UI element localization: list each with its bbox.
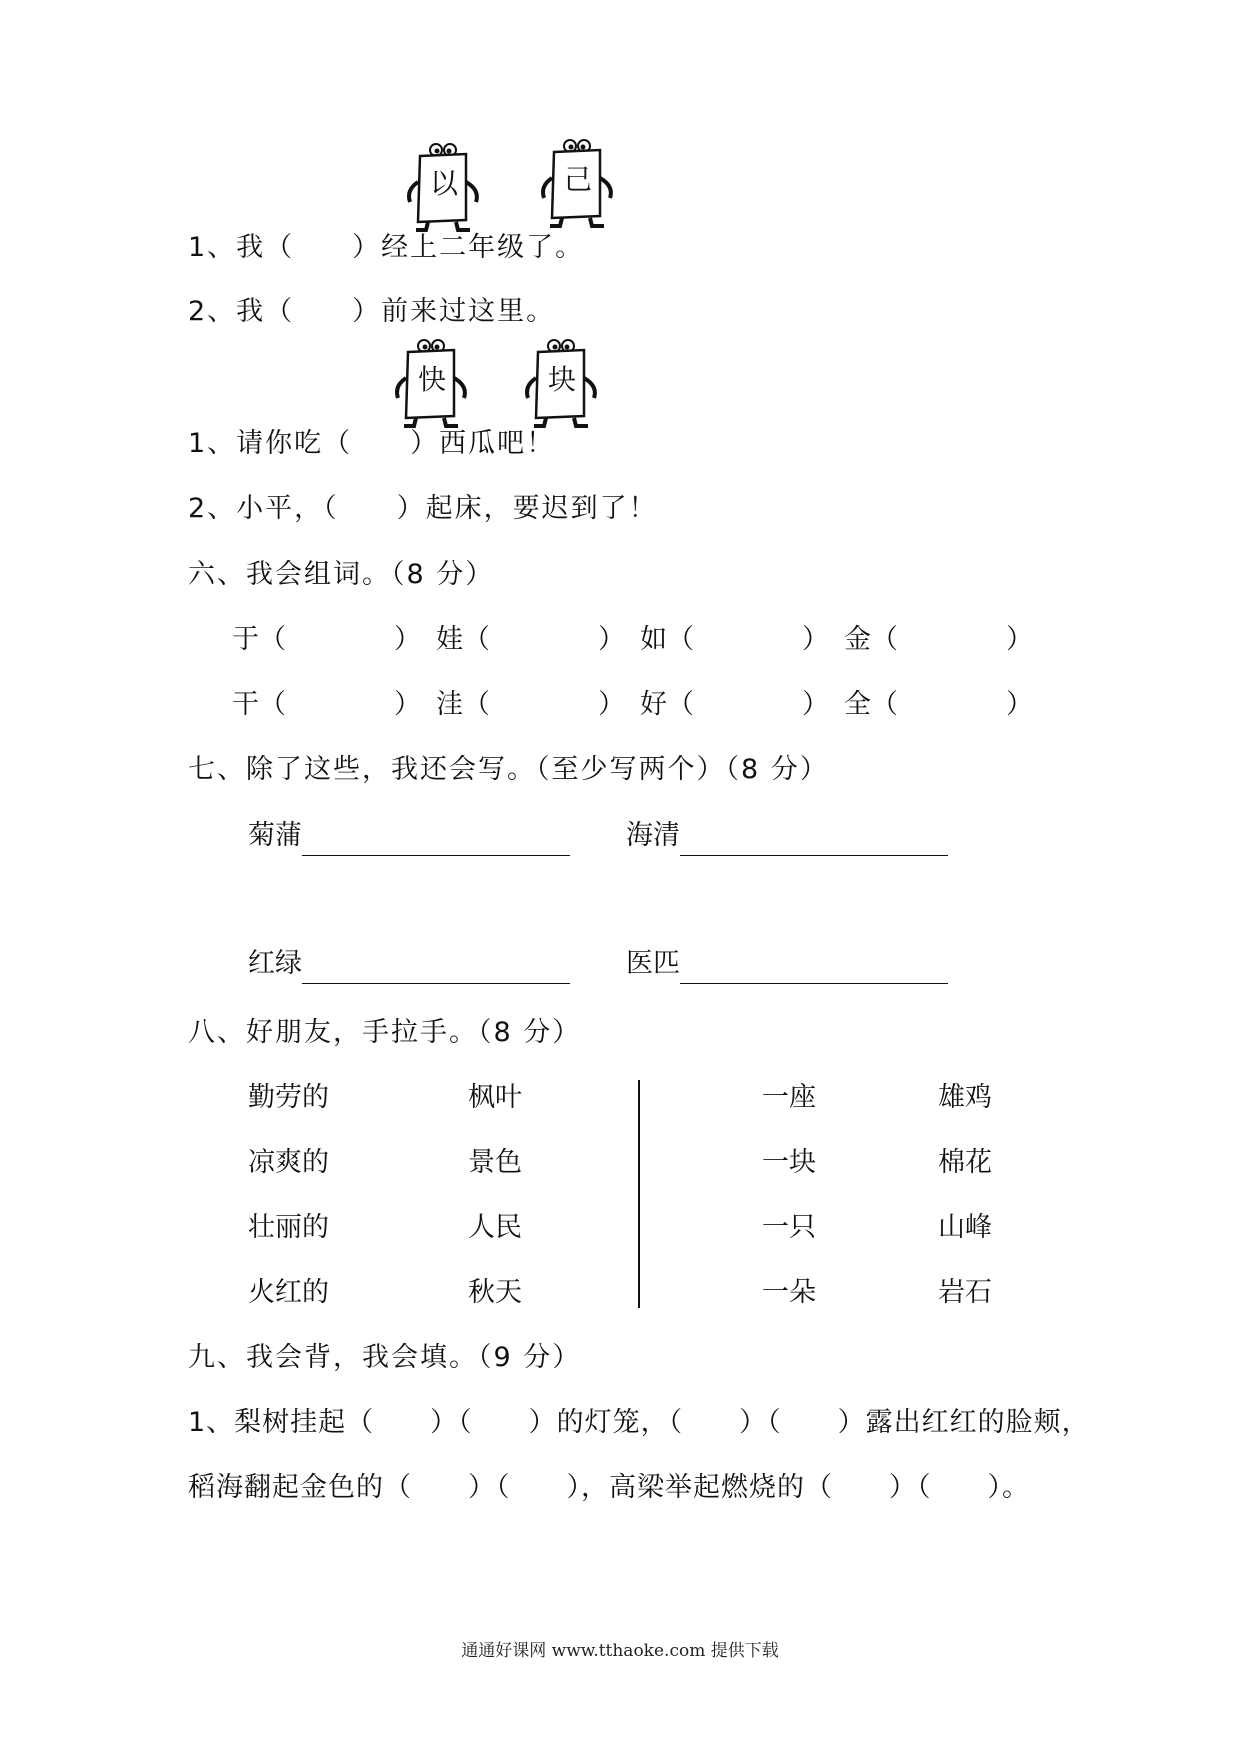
mascot-card-ji <box>538 138 618 228</box>
answer-line <box>302 829 570 856</box>
write-item-label: 海清 <box>626 820 680 851</box>
section7-heading: 七、除了这些，我还会写。（至少写两个）（8 分） <box>188 754 829 785</box>
match-measure-word: 一座 <box>762 1082 816 1113</box>
section6-heading: 六、我会组词。（8 分） <box>188 559 495 590</box>
match-noun-right: 棉花 <box>938 1147 992 1178</box>
mascot-card-kuai-piece <box>522 338 602 428</box>
word-slot: 娃（ ） <box>436 624 625 655</box>
match-adjective: 勤劳的 <box>248 1082 329 1113</box>
match-noun-right: 山峰 <box>938 1212 992 1243</box>
footer-source: 通通好课网 www.tthaoke.com 提供下载 <box>461 1641 779 1661</box>
match-measure-word: 一朵 <box>762 1277 816 1308</box>
mascot-card-kuai-fast <box>392 338 472 428</box>
answer-line <box>680 957 948 984</box>
match-adjective: 火红的 <box>248 1277 329 1308</box>
write-item <box>248 816 570 856</box>
write-item <box>626 816 948 856</box>
g2-question-2: 2、小平，（ ）起床，要迟到了！ <box>188 493 658 524</box>
g1-question-1: 1、我（ ）经上二年级了。 <box>188 232 585 263</box>
mascot-char: 块 <box>547 363 576 396</box>
section9-heading: 九、我会背，我会填。（9 分） <box>188 1342 582 1373</box>
mascot-char: 以 <box>429 167 458 200</box>
match-noun-left: 秋天 <box>468 1277 522 1308</box>
match-noun-right: 雄鸡 <box>938 1082 992 1113</box>
g2-question-1: 1、请你吃（ ）西瓜吧！ <box>188 428 556 459</box>
word-slot: 干（ ） <box>232 689 421 720</box>
match-measure-word: 一块 <box>762 1147 816 1178</box>
match-noun-left: 枫叶 <box>468 1082 522 1113</box>
section9-line-1: 1、梨树挂起（ ）（ ）的灯笼，（ ）（ ）露出红红的脸颊， <box>188 1407 1090 1438</box>
match-noun-left: 景色 <box>468 1147 522 1178</box>
word-slot: 洼（ ） <box>436 689 625 720</box>
answer-line <box>302 957 570 984</box>
section9-line-2: 稻海翻起金色的（ ）（ ），高梁举起燃烧的（ ）（ ）。 <box>188 1472 1030 1503</box>
match-noun-right: 岩石 <box>938 1277 992 1308</box>
word-slot: 如（ ） <box>640 624 829 655</box>
column-divider <box>638 1080 640 1308</box>
match-measure-word: 一只 <box>762 1212 816 1243</box>
write-item <box>248 944 570 984</box>
word-slot: 全（ ） <box>844 689 1033 720</box>
write-item-label: 红绿 <box>248 948 302 979</box>
match-adjective: 壮丽的 <box>248 1212 329 1243</box>
section8-heading: 八、好朋友，手拉手。（8 分） <box>188 1017 582 1048</box>
write-item-label: 菊蒲 <box>248 820 302 851</box>
match-noun-left: 人民 <box>468 1212 522 1243</box>
mascot-card-yi <box>404 142 484 232</box>
mascot-char: 己 <box>563 163 592 196</box>
word-slot: 好（ ） <box>640 689 829 720</box>
match-adjective: 凉爽的 <box>248 1147 329 1178</box>
word-slot: 于（ ） <box>232 624 421 655</box>
answer-line <box>680 829 948 856</box>
g1-question-2: 2、我（ ）前来过这里。 <box>188 296 556 327</box>
write-item <box>626 944 948 984</box>
mascot-char: 快 <box>417 363 446 396</box>
write-item-label: 医匹 <box>626 948 680 979</box>
word-slot: 金（ ） <box>844 624 1033 655</box>
